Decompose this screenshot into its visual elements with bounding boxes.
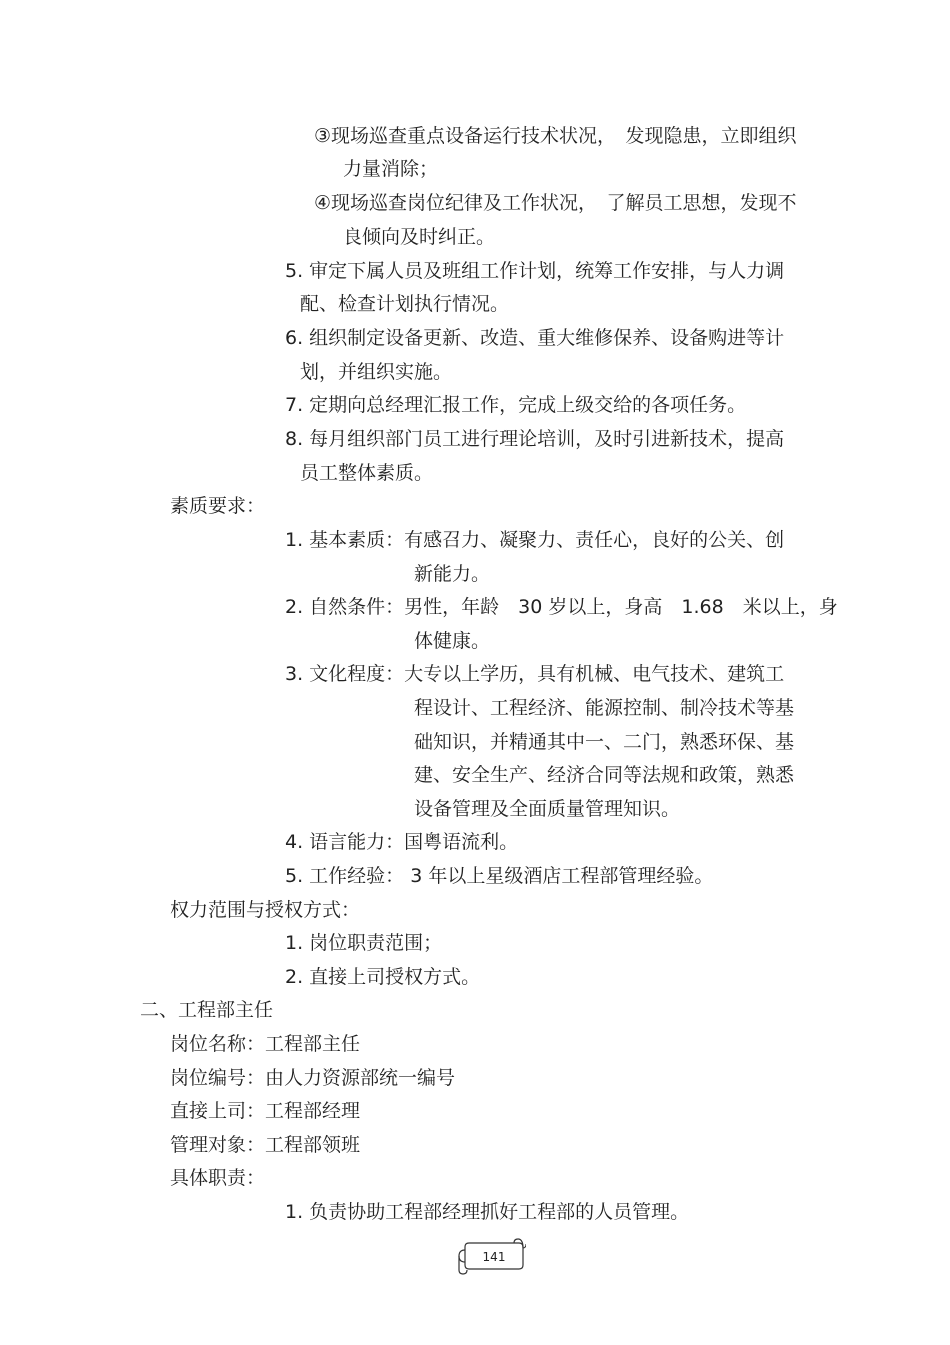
list-item: 1. 岗位职责范围； (285, 932, 443, 954)
field-row: 岗位名称：工程部主任 (170, 1033, 361, 1055)
list-item: 6. 组织制定设备更新、改造、重大维修保养、设备购进等计 (285, 327, 785, 349)
chapter-heading: 二、工程部主任 (140, 999, 274, 1021)
page-number: 141 (482, 1250, 506, 1264)
list-item: 1. 基本素质：有感召力、凝聚力、责任心，良好的公关、创 (285, 529, 785, 551)
text-line: 新能力。 (414, 563, 491, 585)
list-item: 8. 每月组织部门员工进行理论培训，及时引进新技术，提高 (285, 428, 785, 450)
list-item: 7. 定期向总经理汇报工作，完成上级交给的各项任务。 (285, 394, 747, 416)
text-line: 础知识，并精通其中一、二门，熟悉环保、基 (414, 731, 795, 753)
field-row: 直接上司：工程部经理 (170, 1100, 361, 1122)
list-item: 2. 直接上司授权方式。 (285, 966, 481, 988)
text-line: 设备管理及全面质量管理知识。 (414, 798, 681, 820)
list-item: 5. 工作经验： 3 年以上星级酒店工程部管理经验。 (285, 865, 714, 887)
list-item: 3. 文化程度：大专以上学历，具有机械、电气技术、建筑工 (285, 663, 785, 685)
field-row: 管理对象：工程部领班 (170, 1134, 361, 1156)
list-item: 5. 审定下属人员及班组工作计划，统筹工作安排，与人力调 (285, 260, 785, 282)
section-heading: 权力范围与授权方式： (170, 899, 361, 921)
text-line: 建、安全生产、经济合同等法规和政策，熟悉 (414, 764, 795, 786)
text-line: ④现场巡查岗位纪律及工作状况， 了解员工思想，发现不 (314, 192, 797, 214)
text-line: 力量消除； (343, 158, 439, 180)
text-line: 划，并组织实施。 (300, 361, 453, 383)
text-line: 程设计、工程经济、能源控制、制冷技术等基 (414, 697, 795, 719)
section-heading: 具体职责： (170, 1167, 266, 1189)
field-row: 岗位编号：由人力资源部统一编号 (170, 1067, 456, 1089)
text-line: ③现场巡查重点设备运行技术状况， 发现隐患，立即组织 (314, 125, 797, 147)
section-heading: 素质要求： (170, 495, 266, 517)
list-item: 2. 自然条件：男性，年龄 30 岁以上，身高 1.68 米以上，身 (285, 596, 838, 618)
list-item: 4. 语言能力：国粤语流利。 (285, 831, 519, 853)
text-line: 配、检查计划执行情况。 (300, 293, 510, 315)
list-item: 1. 负责协助工程部经理抓好工程部的人员管理。 (285, 1201, 690, 1223)
text-line: 良倾向及时纠正。 (343, 226, 496, 248)
text-line: 员工整体素质。 (300, 462, 434, 484)
text-line: 体健康。 (414, 630, 491, 652)
